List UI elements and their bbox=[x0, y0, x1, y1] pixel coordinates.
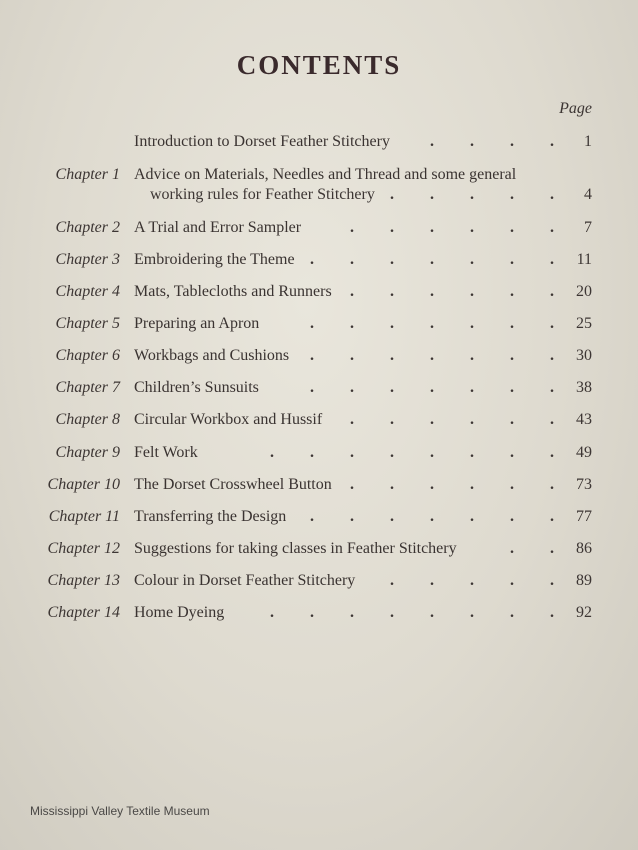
chapter-label: Chapter 7 bbox=[55, 379, 120, 396]
leader-dot: . bbox=[430, 283, 434, 300]
leader-dot: . bbox=[550, 476, 554, 493]
leader-dot: . bbox=[430, 572, 434, 589]
page-number: 4 bbox=[584, 186, 592, 203]
entry-title: Mats, Tablecloths and Runners bbox=[134, 283, 332, 300]
leader-dot: . bbox=[390, 186, 394, 203]
leader-dot: . bbox=[550, 379, 554, 396]
leader-dot: . bbox=[310, 604, 314, 621]
leader-dot: . bbox=[470, 186, 474, 203]
chapter-label: Chapter 6 bbox=[55, 347, 120, 364]
leader-dot: . bbox=[390, 347, 394, 364]
leader-dot: . bbox=[390, 411, 394, 428]
leader-dot: . bbox=[270, 444, 274, 461]
watermark: Mississippi Valley Textile Museum bbox=[30, 804, 210, 818]
leader-dot: . bbox=[350, 508, 354, 525]
entry-title: Colour in Dorset Feather Stitchery bbox=[134, 572, 356, 589]
leader-dot: . bbox=[390, 379, 394, 396]
leader-dot: . bbox=[350, 251, 354, 268]
leader-dot: . bbox=[470, 476, 474, 493]
leader-dot: . bbox=[470, 133, 474, 150]
toc-entry bbox=[0, 410, 638, 430]
toc-entry bbox=[0, 443, 638, 463]
leader-dot: . bbox=[430, 508, 434, 525]
toc-entry bbox=[0, 314, 638, 334]
page-title: CONTENTS bbox=[236, 50, 402, 80]
leader-dot: . bbox=[470, 379, 474, 396]
entry-title: Transferring the Design bbox=[134, 508, 287, 525]
leader-dot: . bbox=[510, 411, 514, 428]
leader-dot: . bbox=[470, 251, 474, 268]
leader-dot: . bbox=[510, 347, 514, 364]
leader-dot: . bbox=[510, 476, 514, 493]
leader-dot: . bbox=[550, 133, 554, 150]
chapter-label: Chapter 10 bbox=[47, 476, 120, 493]
leader-dot: . bbox=[550, 604, 554, 621]
leader-dot: . bbox=[510, 572, 514, 589]
page-number: 49 bbox=[576, 444, 592, 461]
toc-entry bbox=[0, 346, 638, 366]
page-number: 25 bbox=[576, 315, 592, 332]
leader-dot: . bbox=[310, 251, 314, 268]
leader-dot: . bbox=[510, 540, 514, 557]
toc-entry bbox=[0, 250, 638, 270]
leader-dot: . bbox=[430, 411, 434, 428]
leader-dot: . bbox=[390, 572, 394, 589]
leader-dot: . bbox=[430, 186, 434, 203]
leader-dot: . bbox=[470, 315, 474, 332]
toc-entry bbox=[0, 507, 638, 527]
leader-dot: . bbox=[310, 315, 314, 332]
leader-dot: . bbox=[550, 572, 554, 589]
leader-dot: . bbox=[550, 508, 554, 525]
leader-dot: . bbox=[310, 508, 314, 525]
chapter-label: Chapter 9 bbox=[55, 444, 120, 461]
page-number: 86 bbox=[576, 540, 592, 557]
toc-entry bbox=[0, 539, 638, 559]
leader-dot: . bbox=[310, 444, 314, 461]
leader-dot: . bbox=[470, 411, 474, 428]
leader-dot: . bbox=[350, 476, 354, 493]
leader-dot: . bbox=[550, 444, 554, 461]
leader-dot: . bbox=[430, 315, 434, 332]
leader-dot: . bbox=[390, 219, 394, 236]
page-number: 7 bbox=[584, 219, 592, 236]
leader-dot: . bbox=[470, 572, 474, 589]
leader-dot: . bbox=[390, 444, 394, 461]
page-number: 38 bbox=[576, 379, 592, 396]
chapter-label: Chapter 1 bbox=[55, 166, 120, 183]
entry-title: Children’s Sunsuits bbox=[134, 379, 259, 396]
chapter-label: Chapter 3 bbox=[55, 251, 120, 268]
toc-entry bbox=[0, 378, 638, 398]
entry-title: Suggestions for taking classes in Feather Stitchery bbox=[134, 540, 457, 557]
entry-title: Home Dyeing bbox=[134, 604, 225, 621]
leader-dot: . bbox=[350, 411, 354, 428]
leader-dot: . bbox=[510, 604, 514, 621]
leader-dot: . bbox=[470, 508, 474, 525]
page-number: 77 bbox=[576, 508, 592, 525]
page-number: 30 bbox=[576, 347, 592, 364]
leader-dot: . bbox=[390, 251, 394, 268]
leader-dot: . bbox=[310, 379, 314, 396]
chapter-label: Chapter 13 bbox=[47, 572, 120, 589]
toc-entry bbox=[0, 282, 638, 302]
leader-dot: . bbox=[470, 283, 474, 300]
toc-entry bbox=[0, 218, 638, 238]
leader-dot: . bbox=[470, 347, 474, 364]
entry-title: Circular Workbox and Hussif bbox=[134, 411, 323, 428]
toc-entry bbox=[0, 132, 638, 152]
chapter-label: Chapter 14 bbox=[47, 604, 120, 621]
page-number: 1 bbox=[584, 133, 592, 150]
leader-dot: . bbox=[350, 444, 354, 461]
leader-dot: . bbox=[390, 283, 394, 300]
entry-title: Introduction to Dorset Feather Stitchery bbox=[134, 133, 390, 150]
entry-title: Preparing an Apron bbox=[134, 315, 260, 332]
leader-dot: . bbox=[430, 347, 434, 364]
entry-title: Advice on Materials, Needles and Thread and some general bbox=[134, 166, 517, 183]
leader-dot: . bbox=[550, 315, 554, 332]
chapter-label: Chapter 12 bbox=[47, 540, 120, 557]
leader-dot: . bbox=[550, 411, 554, 428]
leader-dot: . bbox=[390, 604, 394, 621]
leader-dot: . bbox=[510, 315, 514, 332]
leader-dot: . bbox=[430, 444, 434, 461]
leader-dot: . bbox=[350, 283, 354, 300]
entry-title: A Trial and Error Sampler bbox=[134, 219, 302, 236]
page-number: 73 bbox=[576, 476, 592, 493]
leader-dot: . bbox=[350, 315, 354, 332]
entry-title: Felt Work bbox=[134, 444, 198, 461]
page-column-header: Page bbox=[559, 100, 592, 117]
page-number: 11 bbox=[576, 251, 592, 268]
chapter-label: Chapter 5 bbox=[55, 315, 120, 332]
entry-title-continuation: working rules for Feather Stitchery bbox=[150, 186, 375, 203]
toc-entry bbox=[0, 475, 638, 495]
leader-dot: . bbox=[350, 604, 354, 621]
leader-dot: . bbox=[430, 219, 434, 236]
chapter-label: Chapter 8 bbox=[55, 411, 120, 428]
leader-dot: . bbox=[390, 508, 394, 525]
page-number: 89 bbox=[576, 572, 592, 589]
leader-dot: . bbox=[390, 476, 394, 493]
page-number: 92 bbox=[576, 604, 592, 621]
leader-dot: . bbox=[510, 283, 514, 300]
leader-dot: . bbox=[350, 219, 354, 236]
leader-dot: . bbox=[510, 133, 514, 150]
leader-dot: . bbox=[270, 604, 274, 621]
leader-dot: . bbox=[510, 251, 514, 268]
toc-entry bbox=[0, 603, 638, 623]
leader-dot: . bbox=[470, 444, 474, 461]
leader-dot: . bbox=[510, 186, 514, 203]
leader-dot: . bbox=[510, 508, 514, 525]
leader-dot: . bbox=[430, 251, 434, 268]
chapter-label: Chapter 2 bbox=[55, 219, 120, 236]
chapter-label: Chapter 11 bbox=[48, 508, 120, 525]
leader-dot: . bbox=[390, 315, 394, 332]
leader-dot: . bbox=[510, 379, 514, 396]
page-number: 43 bbox=[576, 411, 592, 428]
leader-dot: . bbox=[310, 347, 314, 364]
leader-dot: . bbox=[550, 540, 554, 557]
entry-title: Embroidering the Theme bbox=[134, 251, 295, 268]
entry-title: Workbags and Cushions bbox=[134, 347, 290, 364]
leader-dot: . bbox=[430, 379, 434, 396]
leader-dot: . bbox=[510, 444, 514, 461]
leader-dot: . bbox=[430, 133, 434, 150]
leader-dot: . bbox=[550, 251, 554, 268]
leader-dot: . bbox=[350, 379, 354, 396]
leader-dot: . bbox=[510, 219, 514, 236]
leader-dot: . bbox=[550, 219, 554, 236]
chapter-label: Chapter 4 bbox=[55, 283, 120, 300]
page-number: 20 bbox=[576, 283, 592, 300]
leader-dot: . bbox=[470, 219, 474, 236]
leader-dot: . bbox=[430, 604, 434, 621]
entry-title: The Dorset Crosswheel Button bbox=[134, 476, 332, 493]
leader-dot: . bbox=[470, 604, 474, 621]
toc-entry bbox=[0, 165, 638, 203]
leader-dot: . bbox=[550, 283, 554, 300]
leader-dot: . bbox=[550, 186, 554, 203]
leader-dot: . bbox=[550, 347, 554, 364]
toc-entry bbox=[0, 571, 638, 591]
leader-dot: . bbox=[350, 347, 354, 364]
leader-dot: . bbox=[430, 476, 434, 493]
